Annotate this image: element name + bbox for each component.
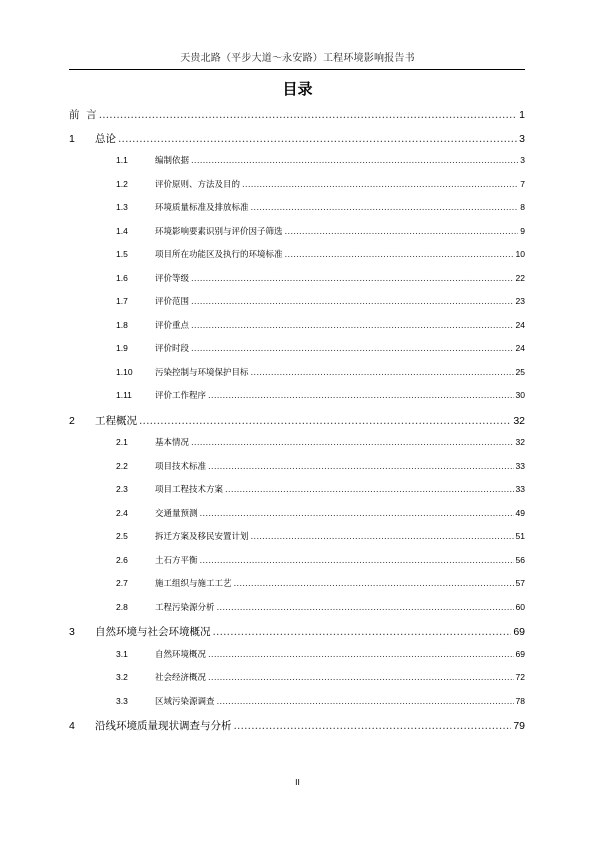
footer-page-number: II xyxy=(295,777,300,787)
toc-entry-page: 49 xyxy=(515,507,525,518)
toc-leader-dots xyxy=(191,274,514,284)
toc-leader-dots xyxy=(118,133,517,145)
toc-entry-number: 2.6 xyxy=(116,554,128,565)
toc-section-entry[interactable] xyxy=(69,319,525,331)
toc-leader-dots xyxy=(213,626,512,638)
toc-entry-number: 3.3 xyxy=(116,695,128,706)
toc-entry-number: 1.9 xyxy=(116,343,128,353)
toc-entry-number: 2.3 xyxy=(116,484,128,494)
toc-entry-number: 1.2 xyxy=(116,178,128,189)
toc-entry-number: 2 xyxy=(69,414,75,427)
toc-entry-page: 79 xyxy=(513,720,525,732)
toc-entry-label: 项目工程技术方案 xyxy=(155,485,224,495)
toc-leader-dots xyxy=(217,603,514,613)
toc-leader-dots xyxy=(217,697,514,707)
toc-leader-dots xyxy=(208,650,514,660)
toc-entry-page: 30 xyxy=(515,390,525,400)
toc-entry-label: 评价等级 xyxy=(155,273,190,284)
toc-section-entry[interactable] xyxy=(69,483,525,495)
toc-leader-dots xyxy=(208,673,514,683)
toc-entry-label: 基本情况 xyxy=(155,438,190,448)
toc-entry-label: 社会经济概况 xyxy=(155,673,207,683)
toc-leader-dots xyxy=(139,415,511,427)
toc-entry-page: 56 xyxy=(515,554,525,565)
toc-leader-dots xyxy=(191,297,514,307)
toc-entry-number: 2.5 xyxy=(116,531,128,541)
toc-entry-page: 7 xyxy=(520,178,525,189)
toc-entry-label: 交通量预测 xyxy=(155,508,198,519)
toc-entry-page: 25 xyxy=(515,366,525,377)
toc-leader-dots xyxy=(285,227,519,237)
toc-section-entry[interactable] xyxy=(69,366,525,378)
toc-entry-label: 总论 xyxy=(95,132,116,145)
toc-entry-page: 32 xyxy=(515,437,525,447)
toc-entry-page: 9 xyxy=(520,225,525,236)
toc-section-entry[interactable] xyxy=(69,389,525,401)
toc-entry-label: 评价重点 xyxy=(155,320,190,331)
toc-section-entry[interactable] xyxy=(69,178,525,190)
toc-section-entry[interactable] xyxy=(69,460,525,472)
toc-section-entry[interactable] xyxy=(69,530,525,542)
toc-entry-number: 1.4 xyxy=(116,225,128,236)
toc-entry-page: 24 xyxy=(515,319,525,330)
toc-entry-label: 项目所在功能区及执行的环境标准 xyxy=(155,250,283,260)
toc-section-entry[interactable] xyxy=(69,248,525,260)
toc-chapter-entry[interactable] xyxy=(69,624,525,639)
toc-section-entry[interactable] xyxy=(69,154,525,166)
toc-entry-page: 32 xyxy=(513,414,525,427)
toc-entry-number: 3 xyxy=(69,626,75,638)
toc-leader-dots xyxy=(200,509,514,519)
header-rule xyxy=(69,69,525,70)
toc-leader-dots xyxy=(242,180,518,190)
toc-entry-page: 69 xyxy=(513,626,525,638)
toc-leader-dots xyxy=(99,109,517,121)
toc-title: 目录 xyxy=(282,80,313,98)
toc-entry-label: 施工组织与施工工艺 xyxy=(155,579,232,589)
toc-leader-dots xyxy=(200,556,514,566)
toc-entry-number: 1.1 xyxy=(116,155,128,165)
toc-entry-page: 23 xyxy=(515,296,525,306)
toc-leader-dots xyxy=(225,485,514,495)
toc-entry-label: 沿线环境质量现状调查与分析 xyxy=(95,720,232,732)
toc-entry-page: 3 xyxy=(520,155,525,165)
toc-entry-page: 33 xyxy=(515,460,525,471)
toc-entry-number: 1.8 xyxy=(116,319,128,330)
running-header: 天贵北路（平步大道～永安路）工程环境影响报告书 xyxy=(180,53,415,64)
toc-entry-page: 1 xyxy=(519,109,525,121)
toc-entry-label: 污染控制与环境保护目标 xyxy=(155,367,249,378)
toc-entry-label: 评价时段 xyxy=(155,344,190,354)
toc-chapter-entry[interactable] xyxy=(69,131,525,146)
toc-entry-page: 22 xyxy=(515,272,525,283)
toc-leader-dots xyxy=(234,720,512,732)
toc-section-entry[interactable] xyxy=(69,295,525,307)
toc-entry-label: 编制依据 xyxy=(155,156,190,166)
toc-entry-number: 1.3 xyxy=(116,202,128,212)
toc-entry-label: 土石方平衡 xyxy=(155,555,198,566)
toc-entry-label: 评价范围 xyxy=(155,297,190,307)
toc-leader-dots xyxy=(251,368,514,378)
toc-entry-number: 2.4 xyxy=(116,507,128,518)
toc-chapter-entry[interactable] xyxy=(69,107,525,122)
toc-entry-label: 自然环境概况 xyxy=(155,649,207,660)
toc-leader-dots xyxy=(251,532,514,542)
toc-section-entry[interactable] xyxy=(69,507,525,519)
toc-leader-dots xyxy=(251,203,519,213)
toc-entry-page: 24 xyxy=(515,343,525,353)
toc-entry-label: 评价原则、方法及目的 xyxy=(155,179,241,190)
toc-entry-number: 3.2 xyxy=(116,672,128,682)
table-of-contents xyxy=(69,107,525,742)
toc-leader-dots xyxy=(191,344,514,354)
toc-entry-number: 3.1 xyxy=(116,648,128,659)
toc-entry-page: 69 xyxy=(515,648,525,659)
toc-section-entry[interactable] xyxy=(69,554,525,566)
toc-entry-page: 10 xyxy=(515,249,525,259)
toc-leader-dots xyxy=(208,391,514,401)
toc-entry-label: 工程概况 xyxy=(95,414,137,427)
toc-entry-number: 4 xyxy=(69,720,75,732)
toc-leader-dots xyxy=(191,321,514,331)
toc-entry-label: 拆迁方案及移民安置计划 xyxy=(155,532,249,542)
toc-section-entry[interactable] xyxy=(69,201,525,213)
toc-entry-number: 2.8 xyxy=(116,601,128,612)
toc-entry-number: 2.7 xyxy=(116,578,128,588)
toc-leader-dots xyxy=(234,579,514,589)
toc-entry-number: 1.11 xyxy=(116,390,132,400)
toc-chapter-entry[interactable] xyxy=(69,413,525,428)
toc-entry-page: 3 xyxy=(519,132,525,145)
toc-leader-dots xyxy=(191,156,518,166)
toc-entry-number: 1.5 xyxy=(116,249,128,259)
toc-section-entry[interactable] xyxy=(69,436,525,448)
toc-entry-page: 57 xyxy=(515,578,525,588)
toc-entry-label: 项目技术标准 xyxy=(155,461,207,472)
toc-section-entry[interactable] xyxy=(69,272,525,284)
toc-leader-dots xyxy=(285,250,514,260)
toc-entry-label: 环境影响要素识别与评价因子筛选 xyxy=(155,226,283,237)
toc-entry-label: 区域污染源调查 xyxy=(155,696,215,707)
toc-entry-page: 78 xyxy=(515,695,525,706)
toc-leader-dots xyxy=(191,438,514,448)
toc-section-entry[interactable] xyxy=(69,648,525,660)
toc-section-entry[interactable] xyxy=(69,601,525,613)
toc-section-entry[interactable] xyxy=(69,342,525,354)
toc-section-entry[interactable] xyxy=(69,695,525,707)
toc-entry-number: 1.10 xyxy=(116,366,133,377)
toc-leader-dots xyxy=(208,462,514,472)
toc-entry-page: 60 xyxy=(515,601,525,612)
toc-entry-page: 33 xyxy=(515,484,525,494)
toc-entry-page: 72 xyxy=(515,672,525,682)
toc-entry-label: 自然环境与社会环境概况 xyxy=(95,626,211,638)
toc-entry-number: 2.2 xyxy=(116,460,128,471)
toc-entry-page: 51 xyxy=(515,531,525,541)
toc-entry-number: 1.7 xyxy=(116,296,128,306)
toc-chapter-entry[interactable] xyxy=(69,718,525,733)
toc-section-entry[interactable] xyxy=(69,577,525,589)
toc-entry-label: 评价工作程序 xyxy=(155,391,207,401)
toc-entry-label: 前 言 xyxy=(69,109,97,121)
toc-entry-label: 工程污染源分析 xyxy=(155,602,215,613)
toc-section-entry[interactable] xyxy=(69,671,525,683)
toc-section-entry[interactable] xyxy=(69,225,525,237)
toc-entry-label: 环境质量标准及排放标准 xyxy=(155,203,249,213)
toc-entry-number: 1 xyxy=(69,132,75,145)
toc-entry-number: 2.1 xyxy=(116,437,128,447)
toc-entry-number: 1.6 xyxy=(116,272,128,283)
toc-entry-page: 8 xyxy=(520,202,525,212)
